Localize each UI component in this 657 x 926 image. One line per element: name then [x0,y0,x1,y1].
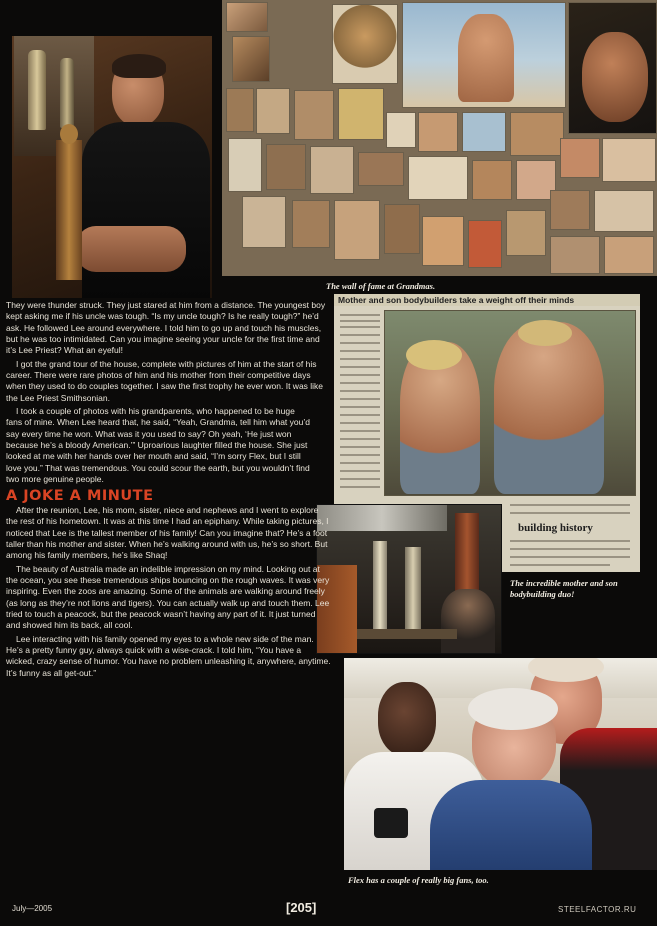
news-line [340,398,380,400]
paragraph: They were thunder struck. They just stared at him from a distance. The youngest boy kept asking me if his uncle was tough. “Is my uncle tough? Is he really tough?” he’d ask. He followed Lee around everywhere. I told him to go up and touch his muscles, but he was too intimidated. Can you imagine seeing your uncle for the first time and it’s Lee Priest? What an eyeful! [6,300,326,356]
paragraph: The beauty of Australia made an indelible impression on my mind. Looking out at the ocean, you see these tremendous ships bouncing on the rough waves. It was very inspiring. Even the zoos are amazing. Some of the animals are walking around freely (as long as they’re not lions and tigers). You can actually walk up and touch them. Lee tried to touch a peacock, but the peacock wasn’t having any part of it. It just turned and showed him its back, all cool. [6,563,330,631]
wall-pic-20 [602,138,656,182]
wall-pic-28 [550,190,590,230]
trophy-room-light [317,505,447,531]
news-line [340,478,380,480]
photo-wall-of-fame [222,0,657,276]
footer-date: July—2005 [12,904,53,913]
wall-pic-8 [386,112,416,148]
news-line [510,504,630,506]
paragraph: After the reunion, Lee, his mom, sister, niece and nephews and I went to explore the rest of his hometown. It was at this time I had an epiphany. While taking pictures, I noticed that Lee is the tallest member of his family! Can you imagine that? He’s a foot taller than his mother and sister. When he’s walking around with us, he’s so short. But among his family members, he’s like Shaq! [6,504,329,561]
trophy-room-person [441,589,495,654]
photo-lee-trophy [12,36,212,298]
wall-pic-9 [418,112,458,152]
news-line [510,564,610,566]
clipping-headline: Mother and son bodybuilders take a weight off their minds [334,294,640,306]
wall-pic-15 [358,152,404,186]
held-trophy-figure [60,124,78,144]
news-line [340,366,380,368]
news-line [340,390,380,392]
wall-pic-23 [334,200,380,260]
news-line [510,540,630,542]
news-line [510,512,630,514]
man-hair [112,54,166,78]
news-line [510,556,630,558]
wall-pic-16 [408,156,468,200]
wall-pic-17 [472,160,512,200]
wall-pic-2 [232,36,270,82]
caption-duo: The incredible mother and son bodybuilding duo! [510,578,618,599]
trophy-room-shelf [357,629,457,639]
page-number: [205] [286,900,317,915]
news-line [340,358,380,360]
wall-pic-24 [384,204,420,254]
trophy-tall-2 [405,547,421,631]
trophy-cup [28,50,46,130]
trophy-cup-2 [60,58,74,128]
wall-pic-4 [226,88,254,132]
wall-pic-27 [506,210,546,256]
poster-figure [582,32,648,122]
flex-head [378,682,436,756]
clip-man-hair [518,320,572,346]
news-line [340,382,380,384]
beach-figure [458,14,514,102]
grandma-hair [468,688,558,730]
wall-pic-6 [294,90,334,140]
news-line [510,548,630,550]
wall-pic-25 [422,216,464,266]
news-line [340,470,380,472]
wall-pic-14 [310,146,354,194]
wall-pic-12 [228,138,262,192]
watermark-site: STEELFACTOR.RU [558,905,637,914]
wall-pic-7 [338,88,384,140]
paragraph: I took a couple of photos with his grandparents, who happened to be huge fans of mine. When Lee heard that, he said, “Yeah, Grandma, tell him what you’d say every time he won. What was it you used to say? Oh yeah, ‘He just won because he’s a bloody American.’” Uproarious laughter filled the house. She just looked at me with her hands over her mouth and said, “I’m sorry Flex, but I still love you.” That was tremendous. You could scour the earth, but you wouldn’t find two more genuine people. [6,406,310,485]
news-line [340,334,380,336]
wall-pic-3 [332,4,398,84]
news-line [340,486,380,488]
news-line [340,438,380,440]
shelf-trophies [14,36,94,156]
news-line [340,320,380,322]
held-trophy [56,140,82,280]
clipping-footer: building history [518,522,593,534]
news-line [340,430,380,432]
wall-pic-22 [292,200,330,248]
clip-woman-hair [406,340,462,370]
photo-flex-fans [344,658,657,870]
wall-pic-1 [226,2,268,32]
photo-trophy-room [316,504,502,654]
news-line [340,326,380,328]
wall-pic-31 [604,236,654,274]
news-line [340,414,380,416]
news-line [340,350,380,352]
paragraph: I got the grand tour of the house, complete with pictures of him at the start of his career. There were rare photos of him and his mother from their competitive days when they used to do couples together. I saw the first trophy he ever won. It was like the Lee Priest Smithsonian. [6,358,324,403]
wall-pic-26 [468,220,502,268]
man-arm [76,226,186,272]
paragraph: Lee interacting with his family opened my eyes to a whole new side of the man. He’s a pretty funny guy, always quick with a wise-crack. I told him, “You have a wicked, crazy sense of humor. You have no problem unleashing it, anywhere, anytime. It’s funny as all get-out.” [6,633,331,678]
news-line [340,374,380,376]
wall-pic-11 [510,112,564,156]
grandma-cardigan [430,780,592,870]
wall-pic-19 [560,138,600,178]
news-line [340,454,380,456]
wall-pic-13 [266,144,306,190]
caption-wall-of-fame: The wall of fame at Grandmas. [326,281,436,291]
news-line [340,314,380,316]
wall-pic-10 [462,112,506,152]
news-line [340,406,380,408]
wall-pic-29 [594,190,654,232]
section-heading: A JOKE A MINUTE [6,487,154,504]
clip-man [494,322,604,494]
article-body [6,300,331,681]
wall-pic-30 [550,236,600,274]
news-line [340,462,380,464]
flex-shirt-logo [374,808,408,838]
news-line [340,446,380,448]
caption-fans: Flex has a couple of really big fans, too. [348,875,489,885]
news-line [340,342,380,344]
wall-pic-21 [242,196,286,248]
news-line [340,422,380,424]
wall-pic-5 [256,88,290,134]
trophy-tall-1 [373,541,387,629]
